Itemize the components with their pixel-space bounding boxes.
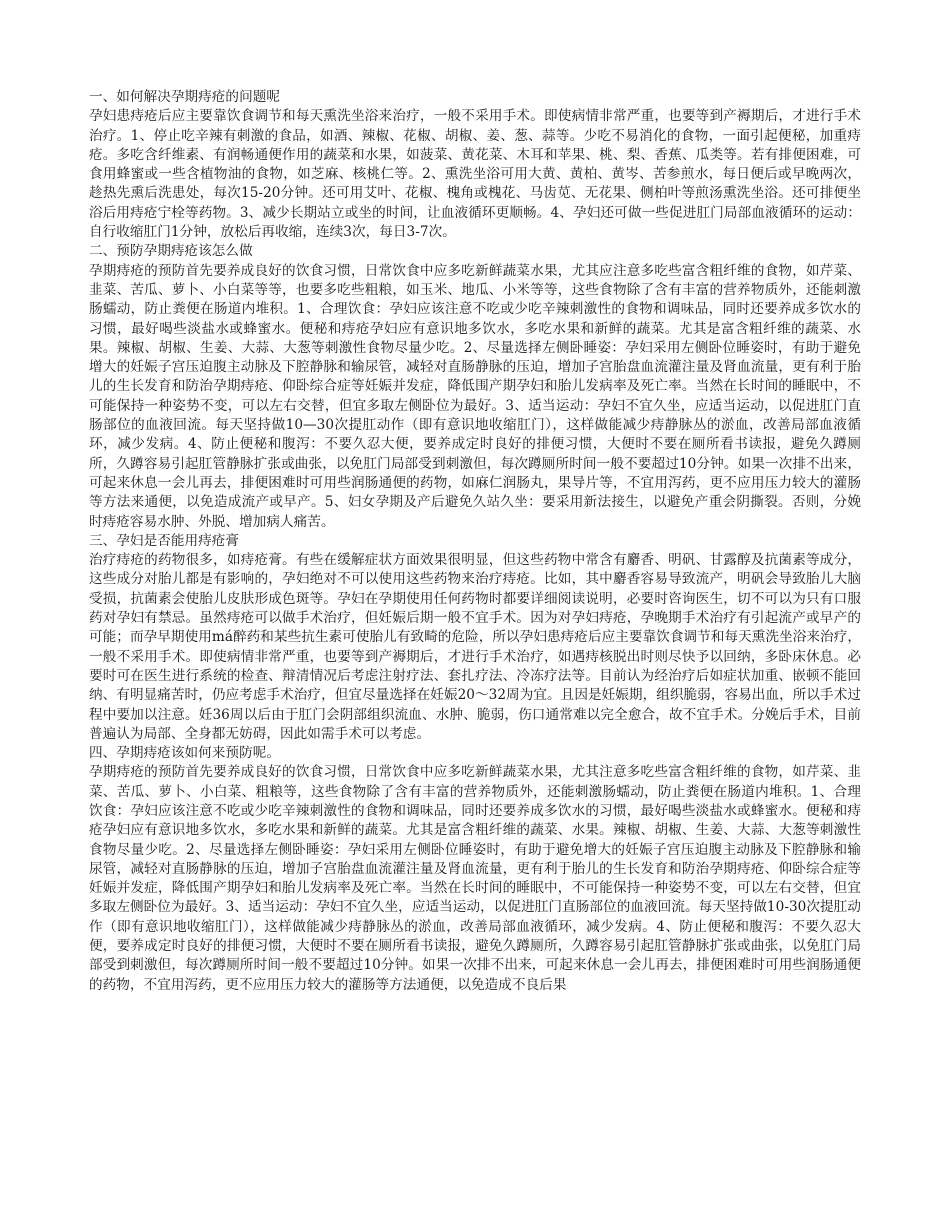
document-page: [89, 88, 861, 995]
section-heading: 二、预防孕期痔疮该怎么做: [89, 243, 253, 260]
section-heading: 三、孕妇是否能用痔疮膏: [89, 532, 240, 549]
section-4: [89, 744, 861, 995]
section-paragraph: 孕期痔疮的预防首先要养成良好的饮食习惯，日常饮食中应多吃新鲜蔬菜水果，尤其应注意多吃些富含粗纤维的食物，如芹菜、韭菜、苦瓜、萝卜、小白菜等等，也要多吃些粗粮，如玉米、地瓜、小米等等，这些食物除了含有丰富的营养物质外，还能刺激肠蠕动，防止粪便在肠道内堆积。1、合理饮食：孕妇应该注意不吃或少吃辛辣刺激性的食物和调味品，同时还要养成多饮水的习惯，最好喝些淡盐水或蜂蜜水。便秘和痔疮孕妇应有意识地多饮水，多吃水果和新鲜的蔬菜。尤其是富含粗纤维的蔬菜、水果。辣椒、胡椒、生姜、大蒜、大葱等刺激性食物尽量少吃。2、尽量选择左侧卧睡姿：孕妇采用左侧卧位睡姿时，有助于避免增大的妊娠子宫压迫腹主动脉及下腔静脉和输尿管，减轻对直肠静脉的压迫，增加子宫胎盘血流灌注量及肾血流量，更有利于胎儿的生长发育和防治孕期痔疮、仰卧综合症等妊娠并发症，降低围产期孕妇和胎儿发病率及死亡率。当然在长时间的睡眠中，不可能保持一种姿势不变，可以左右交替，但宜多取左侧卧位为最好。3、适当运动：孕妇不宜久坐，应适当运动，以促进肛门直肠部位的血液回流。每天坚持做10—30次提肛动作（即有意识地收缩肛门），这样做能减少痔静脉丛的淤血，改善局部血液循环，减少发病。4、防止便秘和腹泻：不要久忍大便，要养成定时良好的排便习惯，大便时不要在厕所看书读报，避免久蹲厕所，久蹲容易引起肛管静脉扩张或曲张，以免肛门局部受到刺激但，每次蹲厕所时间一般不要超过10分钟。如果一次排不出来，可起来休息一会儿再去，排便困难时可用些润肠通便的药物，如麻仁润肠丸，果导片等，不宜用泻药，更不应用压力较大的灌肠等方法来通便，以免造成流产或早产。5、妇女孕期及产后避免久站久坐：要采用新法接生，以避免产重会阴撕裂。否则，分娩时痔疮容易水肿、外脱、增加病人痛苦。: [89, 262, 861, 530]
section-paragraph: 治疗痔疮的药物很多，如痔疮膏。有些在缓解症状方面效果很明显，但这些药物中常含有麝香、明矾、甘露醇及抗菌素等成分，这些成分对胎儿都是有影响的，孕妇绝对不可以使用这些药物来治疗痔疮。比如，其中麝香容易导致流产，明矾会导致胎儿大脑受损，抗菌素会使胎儿皮肤形成色斑等。孕妇在孕期使用任何药物时都要详细阅读说明，必要时咨询医生，切不可以为只有口服药对孕妇有禁忌。虽然痔疮可以做手术治疗，但妊娠后期一般不宜手术。因为对孕妇痔疮，孕晚期手术治疗有引起流产或早产的可能；而孕早期使用má醉药和某些抗生素可使胎儿有致畸的危险，所以孕妇患痔疮后应主要靠饮食调节和每天熏洗坐浴来治疗，一般不采用手术。即使病情非常严重，也要等到产褥期后，才进行手术治疗，如遇痔核脱出时则尽快予以回纳，多卧床休息。必要时可在医生进行系统的检查、辩清情况后考虑注射疗法、套扎疗法、冷冻疗法等。目前认为经治疗后如症状加重、嵌顿不能回纳、有明显痛苦时，仍应考虑手术治疗，但宜尽量选择在妊娠20～32周为宜。且因是妊娠期，组织脆弱，容易出血，所以手术过程中要加以注意。妊36周以后由于肛门会阴部组织流血、水肿、脆弱，伤口通常难以完全愈合，故不宜手术。分娩后手术，目前普遍认为局部、全身都无妨碍，因此如需手术可以考虑。: [89, 552, 861, 742]
section-3: [89, 532, 861, 744]
section-1: [89, 88, 861, 242]
section-paragraph: 孕妇患痔疮后应主要靠饮食调节和每天熏洗坐浴来治疗，一般不采用手术。即使病情非常严重，也要等到产褥期后，才进行手术治疗。1、停止吃辛辣有刺激的食品，如酒、辣椒、花椒、胡椒、姜、葱、蒜等。少吃不易消化的食物，一面引起便秘，加重痔疮。多吃含纤维素、有润畅通便作用的蔬菜和水果，如菠菜、黄花菜、木耳和苹果、桃、梨、香蕉、瓜类等。若有排便困难，可食用蜂蜜或一些含植物油的食物，如芝麻、核桃仁等。2、熏洗坐浴可用大黄、黄柏、黄岑、苦参煎水，每日便后或早晚两次，趁热先熏后洗患处，每次15-20分钟。还可用艾叶、花椒、槐角或槐花、马齿苋、无花果、侧柏叶等煎汤熏洗坐浴。还可排便坐浴后用痔疮宁栓等药物。3、减少长期站立或坐的时间，让血液循环更顺畅。4、孕妇还可做一些促进肛门局部血液循环的运动：自行收缩肛门1分钟，放松后再收缩，连续3次，每日3-7次。: [89, 108, 861, 241]
section-heading: 四、孕期痔疮该如何来预防呢。: [89, 745, 281, 762]
section-2: [89, 242, 861, 531]
section-paragraph: 孕期痔疮的预防首先要养成良好的饮食习惯，日常饮食中应多吃新鲜蔬菜水果，尤其注意多吃些富含粗纤维的食物，如芹菜、韭菜、苦瓜、萝卜、小白菜、粗粮等，这些食物除了含有丰富的营养物质外，还能刺激肠蠕动，防止粪便在肠道内堆积。1、合理饮食：孕妇应该注意不吃或少吃辛辣刺激性的食物和调味品，同时还要养成多饮水的习惯，最好喝些淡盐水或蜂蜜水。便秘和痔疮孕妇应有意识地多饮水，多吃水果和新鲜的蔬菜。尤其是富含粗纤维的蔬菜、水果。辣椒、胡椒、生姜、大蒜、大葱等刺激性食物尽量少吃。2、尽量选择左侧卧睡姿：孕妇采用左侧卧位睡姿时，有助于避免增大的妊娠子宫压迫腹主动脉及下腔静脉和输尿管，减轻对直肠静脉的压迫，增加子宫胎盘血流灌注量及肾血流量，更有利于胎儿的生长发育和防治孕期痔疮、仰卧综合症等妊娠并发症，降低围产期孕妇和胎儿发病率及死亡率。当然在长时间的睡眠中，不可能保持一种姿势不变，可以左右交替，但宜多取左侧卧位为最好。3、适当运动：孕妇不宜久坐，应适当运动，以促进肛门直肠部位的血液回流。每天坚持做10-30次提肛动作（即有意识地收缩肛门），这样做能减少痔静脉丛的淤血，改善局部血液循环，减少发病。4、防止便秘和腹泻：不要久忍大便，要养成定时良好的排便习惯，大便时不要在厕所看书读报，避免久蹲厕所，久蹲容易引起肛管静脉扩张或曲张，以免肛门局部受到刺激但，每次蹲厕所时间一般不要超过10分钟。如果一次排不出来，可起来休息一会儿再去，排便困难时可用些润肠通便的药物，不宜用泻药，更不应用压力较大的灌肠等方法通便，以免造成不良后果: [89, 764, 861, 993]
section-heading: 一、如何解决孕期痔疮的问题呢: [89, 89, 281, 105]
